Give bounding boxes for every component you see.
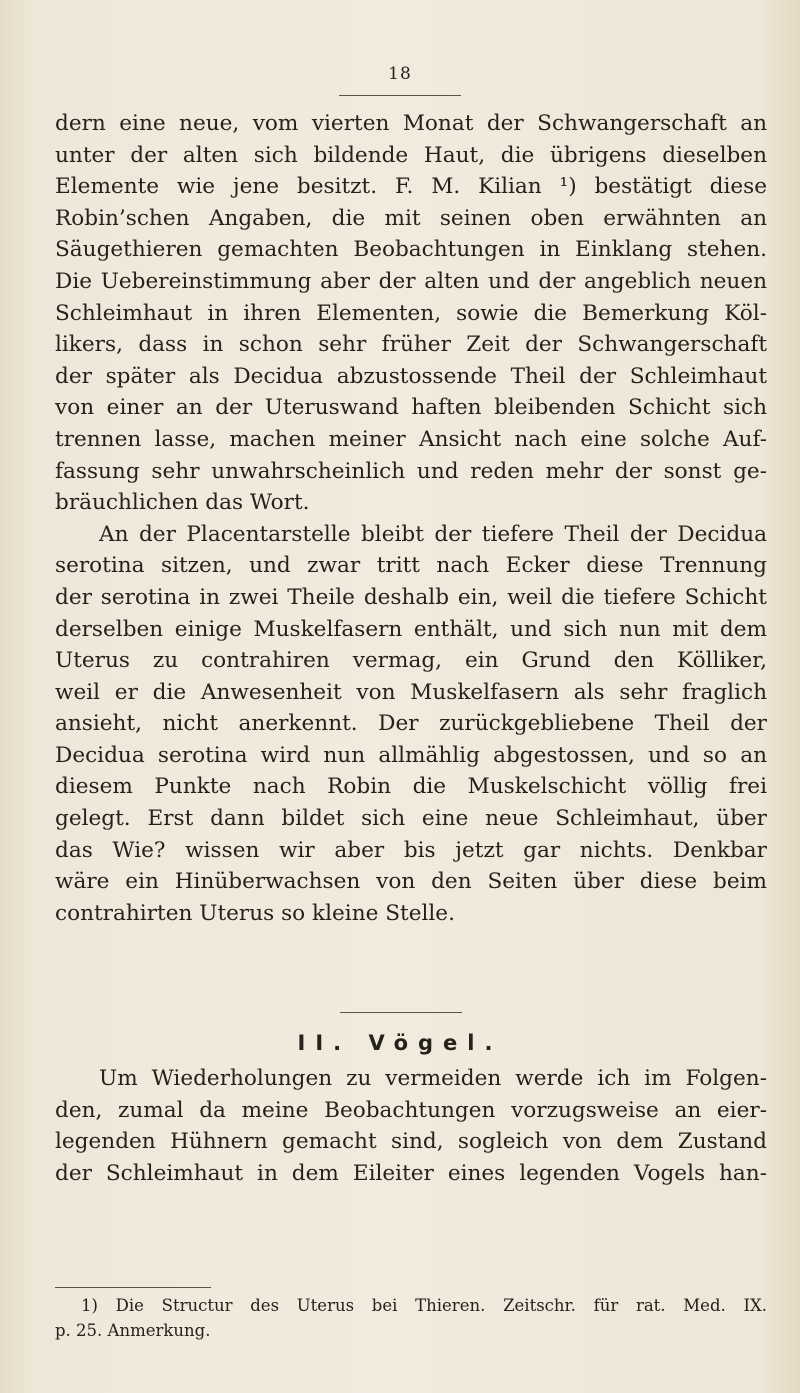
text-line: unter der alten sich bildende Haut, die übrigens dieselben xyxy=(55,142,767,168)
text-line: Elemente wie jene besitzt. F. M. Kilian ¹) bestätigt diese xyxy=(55,174,767,200)
text-line: trennen lasse, machen meiner Ansicht nach eine solche Auf- xyxy=(55,426,767,452)
text-line: serotina sitzen, und zwar tritt nach Ecker diese Trennung xyxy=(55,553,767,579)
text-line: Die Uebereinstimmung aber der alten und der angeblich neuen xyxy=(55,268,767,294)
text-line: der serotina in zwei Theile deshalb ein, weil die tiefere Schicht xyxy=(55,584,767,610)
text-line: weil er die Anwesenheit von Muskelfasern als sehr fraglich xyxy=(55,679,767,705)
text-line: wäre ein Hinüberwachsen von den Seiten über diese beim xyxy=(55,869,767,895)
text-line: bräuchlichen das Wort. xyxy=(55,490,310,516)
footnote-line: 1) Die Structur des Uterus bei Thieren. Zeitschr. für rat. Med. IX. xyxy=(81,1296,767,1315)
text-line: diesem Punkte nach Robin die Muskelschicht völlig frei xyxy=(55,774,767,800)
footnote-line: p. 25. Anmerkung. xyxy=(55,1321,211,1340)
section-rule xyxy=(340,1012,462,1013)
text-line: likers, dass in schon sehr früher Zeit der Schwangerschaft xyxy=(55,332,767,358)
body-text xyxy=(55,108,767,929)
text-line: fassung sehr unwahrscheinlich und reden mehr der sonst ge- xyxy=(55,458,767,484)
text-line: das Wie? wissen wir aber bis jetzt gar nichts. Denkbar xyxy=(55,837,767,863)
text-line: contrahirten Uterus so kleine Stelle. xyxy=(55,900,455,926)
text-line: Schleimhaut in ihren Elementen, sowie die Bemerkung Köl- xyxy=(55,300,767,326)
text-line: legenden Hühnern gemacht sind, sogleich von dem Zustand xyxy=(55,1129,767,1155)
text-line: Um Wiederholungen zu vermeiden werde ich im Folgen- xyxy=(99,1066,767,1091)
text-line: der Schleimhaut in dem Eileiter eines legenden Vogels han- xyxy=(55,1160,767,1186)
text-line: Uterus zu contrahiren vermag, ein Grund den Kölliker, xyxy=(55,648,767,674)
text-line: von einer an der Uteruswand haften bleibenden Schicht sich xyxy=(55,395,767,421)
section-heading: II. Vögel. xyxy=(297,1031,503,1055)
text-line: Decidua serotina wird nun allmählig abgestossen, und so an xyxy=(55,742,767,768)
paragraph-1 xyxy=(55,108,767,519)
page-number: 18 xyxy=(388,64,412,84)
text-line: den, zumal da meine Beobachtungen vorzugsweise an eier- xyxy=(55,1097,767,1123)
text-line: gelegt. Erst dann bildet sich eine neue Schleimhaut, über xyxy=(55,806,767,832)
paragraph-2 xyxy=(55,519,767,930)
text-line: derselben einige Muskelfasern enthält, und sich nun mit dem xyxy=(55,616,767,642)
text-line: der später als Decidua abzustossende Theil der Schleimhaut xyxy=(55,363,767,389)
footnote xyxy=(55,1293,767,1343)
text-line: dern eine neue, vom vierten Monat der Schwangerschaft an xyxy=(55,111,767,136)
header-rule xyxy=(339,95,461,96)
text-line: Robin’schen Angaben, die mit seinen oben erwähnten an xyxy=(55,205,767,231)
text-line: ansieht, nicht anerkennt. Der zurückgebliebene Theil der xyxy=(55,711,767,737)
text-line: Säugethieren gemachten Beobachtungen in Einklang stehen. xyxy=(55,237,767,263)
text-line: An der Placentarstelle bleibt der tiefere Theil der Decidua xyxy=(99,521,767,547)
section-text xyxy=(55,1063,767,1189)
footnote-rule xyxy=(55,1287,211,1288)
